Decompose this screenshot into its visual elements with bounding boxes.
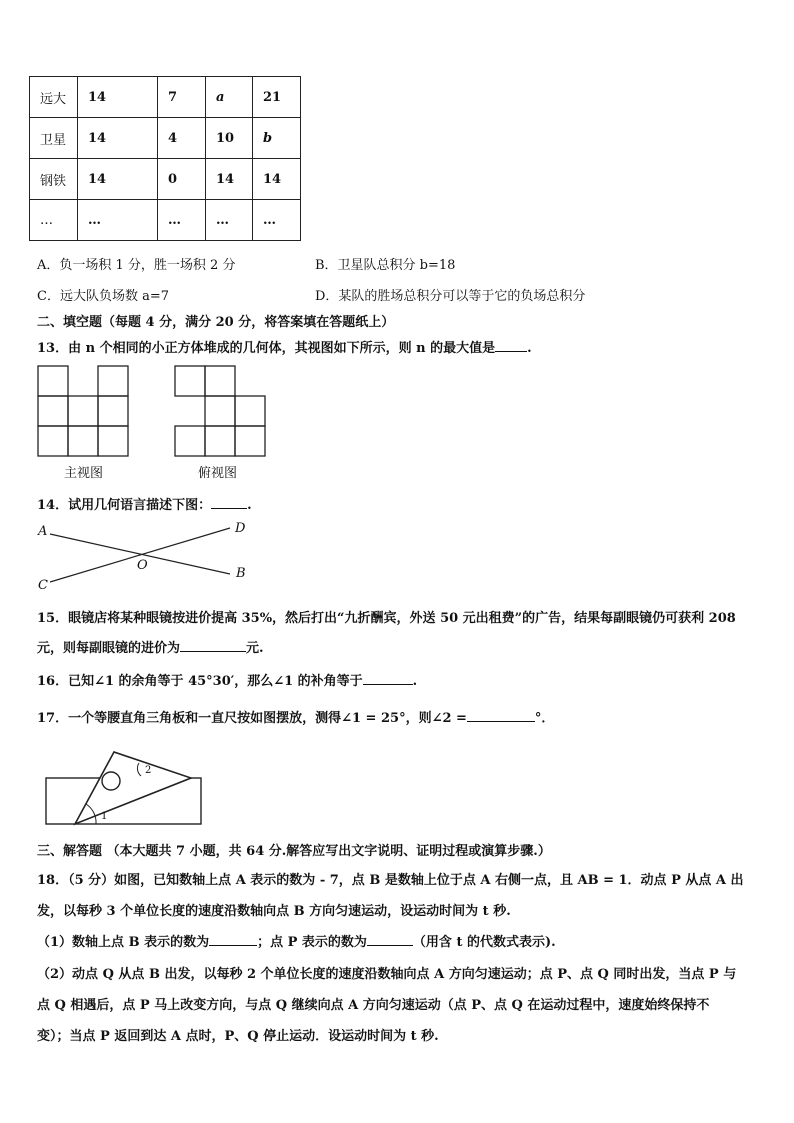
table-row xyxy=(30,159,301,200)
point-label-a: A xyxy=(38,524,48,539)
option-b: B．卫星队总积分 b=18 xyxy=(315,258,456,273)
score-table xyxy=(29,76,301,241)
question-17-end: °． xyxy=(534,711,555,726)
table-cell: 14 xyxy=(78,159,158,200)
part-1-text: （1）数轴上点 B 表示的数为 xyxy=(37,935,210,950)
table-cell: 14 xyxy=(253,159,301,200)
table-row xyxy=(30,77,301,118)
answer-blank xyxy=(363,672,413,685)
table-cell: … xyxy=(30,200,78,241)
answer-blank xyxy=(367,933,413,946)
question-17 xyxy=(37,707,554,726)
question-14 xyxy=(37,494,252,513)
angle-1-label: 1 xyxy=(101,811,108,822)
table-row xyxy=(30,200,301,241)
table-cell: 0 xyxy=(158,159,206,200)
question-18-line-2: 发，以每秒 3 个单位长度的速度沿数轴向点 B 方向匀速运动，设运动时间为 t 秒. xyxy=(37,904,511,919)
table-cell: … xyxy=(158,200,206,241)
question-18-part-1 xyxy=(37,931,556,950)
table-cell: … xyxy=(206,200,253,241)
table-cell: … xyxy=(78,200,158,241)
table-cell: 7 xyxy=(158,77,206,118)
table-cell: a xyxy=(206,77,253,118)
question-16-end: . xyxy=(412,674,418,689)
table-row xyxy=(30,118,301,159)
question-18-part-2-line-3: 变）；当点 P 返回到达 A 点时，P、Q 停止运动．设运动时间为 t 秒. xyxy=(37,1029,439,1044)
answer-blank xyxy=(211,496,247,509)
table-cell: 10 xyxy=(206,118,253,159)
option-d: D．某队的胜场总积分可以等于它的负场总积分 xyxy=(315,289,586,304)
front-view-caption: 主视图 xyxy=(64,466,104,481)
question-15-text: 元，则每副眼镜的进价为 xyxy=(37,641,181,656)
front-view-figure xyxy=(38,366,130,456)
angle-2-label: 2 xyxy=(145,765,152,776)
question-13 xyxy=(37,337,532,356)
question-16-text: 16．已知∠1 的余角等于 45°30′，那么∠1 的补角等于 xyxy=(37,674,363,689)
table-cell: 钢铁 xyxy=(30,159,78,200)
answer-blank xyxy=(467,709,535,722)
answer-blank xyxy=(180,639,246,652)
option-c: C．远大队负场数 a=7 xyxy=(37,289,169,304)
triangle-ruler-figure xyxy=(44,748,204,828)
table-cell: 14 xyxy=(206,159,253,200)
question-17-text: 17．一个等腰直角三角板和一直尺按如图摆放，测得∠1 = 25°，则∠2 = xyxy=(37,711,467,726)
point-label-o: O xyxy=(137,558,148,573)
section-2-heading: 二、填空题（每题 4 分，满分 20 分，将答案填在答题纸上） xyxy=(37,315,395,330)
point-label-c: C xyxy=(38,578,48,593)
section-3-heading: 三、解答题 （本大题共 7 小题，共 64 分.解答应写出文字说明、证明过程或演算步骤.） xyxy=(37,844,551,859)
table-cell: b xyxy=(253,118,301,159)
question-14-text: 14．试用几何语言描述下图： xyxy=(37,498,212,513)
option-a: A．负一场积 1 分，胜一场积 2 分 xyxy=(37,258,236,273)
table-cell: 卫星 xyxy=(30,118,78,159)
table-cell: … xyxy=(253,200,301,241)
table-cell: 14 xyxy=(78,118,158,159)
question-15-line-2 xyxy=(37,637,264,656)
table-cell: 4 xyxy=(158,118,206,159)
question-13-end: . xyxy=(527,341,532,356)
table-cell: 14 xyxy=(78,77,158,118)
question-13-text: 13．由 n 个相同的小正方体堆成的几何体，其视图如下所示，则 n 的最大值是 xyxy=(37,341,496,356)
top-view-figure xyxy=(175,366,267,456)
top-view-caption: 俯视图 xyxy=(198,466,238,481)
question-15-end: 元. xyxy=(246,641,264,656)
question-18-part-2-line-1: （2）动点 Q 从点 B 出发，以每秒 2 个单位长度的速度沿数轴向点 A 方向匀速运动；点 P、点 Q 同时出发，当点 P 与 xyxy=(37,967,737,982)
point-label-d: D xyxy=(235,521,246,536)
table-cell: 远大 xyxy=(30,77,78,118)
question-15-line-1: 15．眼镜店将某种眼镜按进价提高 35%，然后打出“九折酬宾，外送 50 元出租费”的广告，结果每副眼镜仍可获利 208 xyxy=(37,611,736,626)
point-label-b: B xyxy=(236,566,246,581)
part-1-text-3: （用含 t 的代数式表示). xyxy=(412,935,556,950)
answer-blank xyxy=(209,933,257,946)
question-14-end: . xyxy=(247,498,252,513)
question-18-line-1: 18．（5 分）如图，已知数轴上点 A 表示的数为 - 7，点 B 是数轴上位于点 A 右侧一点，且 AB = 1．动点 P 从点 A 出 xyxy=(37,873,744,888)
table-cell: 21 xyxy=(253,77,301,118)
answer-blank xyxy=(495,339,527,352)
part-1-text-2: ；点 P 表示的数为 xyxy=(257,935,367,950)
question-16 xyxy=(37,670,417,689)
question-18-part-2-line-2: 点 Q 相遇后，点 P 马上改变方向，与点 Q 继续向点 A 方向匀速运动（点 P、点 Q 在运动过程中，速度始终保持不 xyxy=(37,998,710,1013)
